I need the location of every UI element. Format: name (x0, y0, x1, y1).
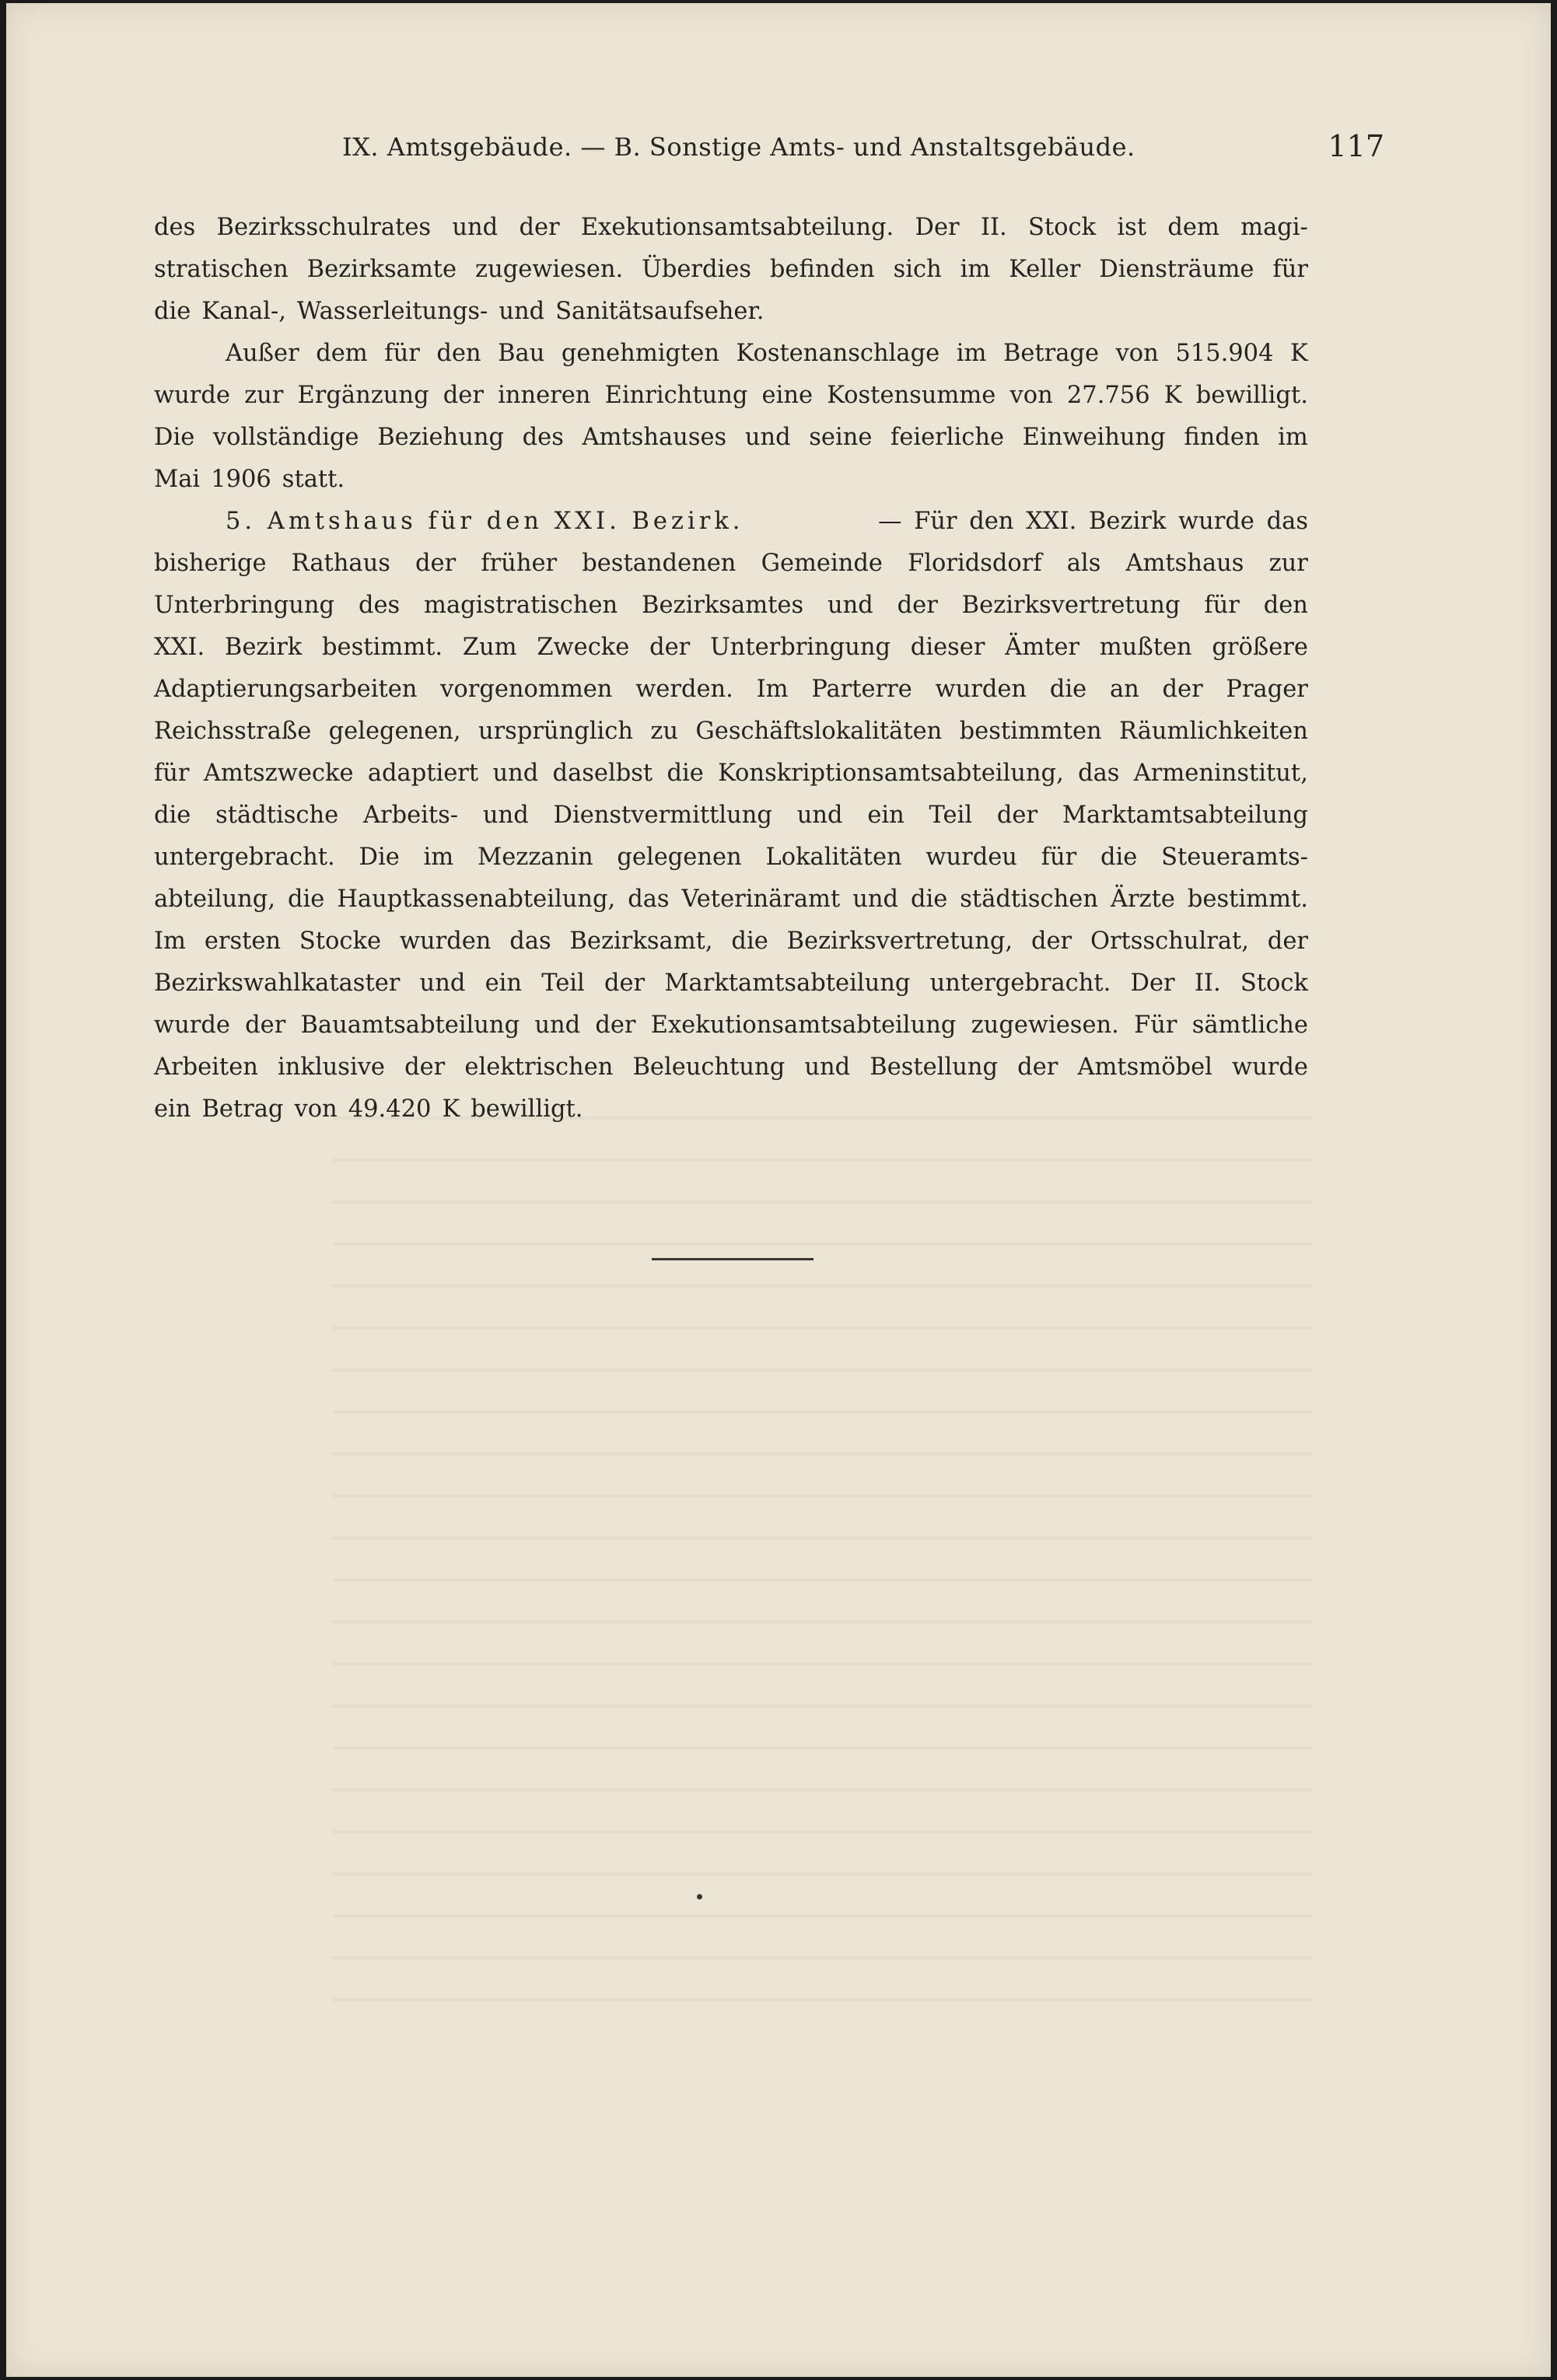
text-line (154, 417, 1308, 459)
word: sich (893, 256, 942, 283)
word: eine (761, 382, 813, 409)
word: Marktamtsabteilung (1062, 802, 1308, 829)
word: zur (244, 382, 284, 409)
show-through-texture (333, 1099, 1313, 2001)
word: daselbst (552, 760, 653, 787)
word: dem (316, 340, 368, 367)
word: Räumlichkeiten (1119, 718, 1308, 745)
word: der (604, 970, 646, 997)
word: von (1009, 382, 1053, 409)
word: im (960, 256, 991, 283)
word: Wasserleitungs- (296, 298, 488, 325)
text-line (154, 753, 1308, 795)
text-line (154, 459, 1308, 501)
word: ist (1117, 214, 1147, 241)
word: sämtliche (1191, 1012, 1308, 1039)
word: und (852, 886, 898, 913)
word: Dienstvermittlung (553, 802, 772, 829)
word: Stock (1240, 970, 1308, 997)
word: und (744, 424, 791, 451)
word: Amtshaus (1125, 550, 1244, 577)
word: untergebracht. (154, 844, 335, 871)
word: Adaptierungsarbeiten (154, 676, 418, 703)
word: im (1278, 424, 1308, 451)
word: K (442, 1096, 460, 1123)
word: Betrage (1002, 340, 1100, 367)
word: der (404, 1054, 446, 1081)
word: II. (1194, 970, 1221, 997)
word: und (492, 760, 539, 787)
text-line (154, 837, 1308, 879)
word: Außer (226, 340, 299, 367)
word: Steueramts- (1161, 844, 1308, 871)
word: ersten (204, 928, 282, 955)
word: Prager (1226, 676, 1308, 703)
word: wurde (154, 1012, 230, 1039)
word: Bezirksschulrates (216, 214, 432, 241)
word: früher (481, 550, 558, 577)
text-line (154, 543, 1308, 585)
word: der (996, 802, 1038, 829)
word: der (595, 1012, 636, 1039)
paragraph-3 (154, 501, 1308, 1131)
word: Bestellung (869, 1054, 999, 1081)
word: adaptiert (367, 760, 479, 787)
word: des (522, 424, 564, 451)
word: Bezirksvertretung (961, 592, 1181, 619)
word: Kanal-, (201, 298, 286, 325)
section-divider-rule (652, 1258, 813, 1260)
word: Stocke (299, 928, 382, 955)
word: bestimmt. (322, 634, 443, 661)
word: und (534, 1012, 581, 1039)
word: Bezirkswahlkataster (154, 970, 401, 997)
word: für (1041, 844, 1077, 871)
word: Mezzanin (477, 844, 593, 871)
word: die (154, 298, 191, 325)
word: Für (1134, 1012, 1177, 1039)
word: der (897, 592, 938, 619)
paragraph-2 (154, 333, 1308, 501)
text-line (154, 249, 1308, 291)
word: größere (1212, 634, 1308, 661)
word: wurden (935, 676, 1027, 703)
word: Kostenanschlage (736, 340, 940, 367)
word: vorgenommen (440, 676, 613, 703)
word: Unterbringung (709, 634, 891, 661)
word: Ortsschulrat, (1090, 928, 1249, 955)
page-number: 117 (1328, 129, 1384, 163)
word: 1906 (211, 466, 271, 493)
word: Kostensumme (827, 382, 996, 409)
word: wurde (1232, 1054, 1308, 1081)
word: Marktamtsabteilung (664, 970, 911, 997)
word: die (667, 760, 704, 787)
word: für (1272, 256, 1308, 283)
word: gelegenen, (328, 718, 461, 745)
word: Die (154, 424, 195, 451)
text-line (154, 711, 1308, 753)
word: stratischen (154, 256, 289, 283)
word: der (443, 382, 484, 409)
word: städtische (215, 802, 339, 829)
word: Betrag (201, 1096, 284, 1123)
word: Einrichtung (604, 382, 748, 409)
word: ein (867, 802, 904, 829)
word: seine (809, 424, 873, 451)
word: Exekutionsamtsabteilung (650, 1012, 957, 1039)
word: Bezirksamt, (569, 928, 713, 955)
word: 27.756 (1066, 382, 1150, 409)
word: dem (1167, 214, 1219, 241)
word: von (294, 1096, 338, 1123)
word: Hauptkassenabteilung, (337, 886, 616, 913)
word: von (1115, 340, 1159, 367)
word: Keller (1009, 256, 1081, 283)
word: Gemeinde (761, 550, 883, 577)
word: befinden (769, 256, 875, 283)
text-line (154, 921, 1308, 963)
word: inklusive (278, 1054, 385, 1081)
word: Bauamtsabteilung (300, 1012, 520, 1039)
text-line (154, 1047, 1308, 1089)
running-head: IX. Amtsgebäude. — B. Sonstige Amts- und Anstaltsgebäude. (342, 132, 1135, 162)
word: genehmigten (561, 340, 719, 367)
word: die (1100, 844, 1138, 871)
word: Überdies (642, 256, 751, 283)
text-line (154, 585, 1308, 627)
word: feierliche (890, 424, 1005, 451)
word: gelegenen (617, 844, 742, 871)
word: wurde (154, 382, 230, 409)
word: magi- (1240, 214, 1308, 241)
word: bestandenen (582, 550, 737, 577)
word: vollständige (212, 424, 359, 451)
word: für (384, 340, 420, 367)
word: des (154, 214, 196, 241)
word: Konskriptionsamtsabteilung, (718, 760, 1064, 787)
word: Beleuchtung (632, 1054, 785, 1081)
word: Sanitätsaufseher. (555, 298, 765, 325)
word: wurden (399, 928, 492, 955)
word: des (358, 592, 401, 619)
scanned-page (6, 3, 1551, 2377)
word: städtischen (960, 886, 1098, 913)
text-line (154, 1005, 1308, 1047)
word: und (419, 970, 466, 997)
text-line (154, 375, 1308, 417)
word: Lokalitäten (765, 844, 902, 871)
word: das (509, 928, 551, 955)
word: der (649, 634, 691, 661)
word: als (1066, 550, 1101, 577)
word: die (154, 802, 191, 829)
word: der (1162, 676, 1203, 703)
paragraph-1 (154, 207, 1308, 333)
body-text (154, 207, 1308, 1131)
word: ein (485, 970, 523, 997)
word: der (415, 550, 457, 577)
word: zur (1268, 550, 1308, 577)
word: Amtshauses (582, 424, 727, 451)
word: Teil (929, 802, 973, 829)
word: II. (980, 214, 1007, 241)
word: Unterbringung (154, 592, 335, 619)
word: Mai (154, 466, 201, 493)
text-line (154, 669, 1308, 711)
page-header (154, 129, 1403, 179)
section-heading: 5. Amtshaus für den XXI. Bezirk. (226, 508, 744, 535)
word: Exekutionsamtsabteilung. (580, 214, 894, 241)
word: die (1049, 676, 1087, 703)
word: Parterre (811, 676, 912, 703)
word: für (1204, 592, 1240, 619)
print-speck (697, 1894, 702, 1899)
word: bisherige (154, 550, 267, 577)
word: K (1163, 382, 1182, 409)
word: und (482, 802, 529, 829)
word: bestimmt. (1187, 886, 1308, 913)
word: Ergänzung (297, 382, 429, 409)
word: im (956, 340, 987, 367)
word: Stock (1028, 214, 1097, 241)
word: Bezirk (224, 634, 303, 661)
word: die (731, 928, 768, 955)
text-line (154, 627, 1308, 669)
word: Arbeiten (154, 1054, 258, 1081)
word: 515.904 (1175, 340, 1274, 367)
word: bestimmten (959, 718, 1102, 745)
word: finden (1184, 424, 1260, 451)
word: wurdeu (925, 844, 1017, 871)
word: der (1267, 928, 1308, 955)
word: die (288, 886, 325, 913)
text-line (154, 879, 1308, 921)
word: Bezirksvertretung, (786, 928, 1013, 955)
word: Geschäftslokalitäten (695, 718, 943, 745)
word: dieser (910, 634, 985, 661)
word: Rathaus (291, 550, 390, 577)
word: elektrischen (464, 1054, 614, 1081)
word: bewilligt. (1195, 382, 1308, 409)
word: zu (650, 718, 679, 745)
text-line (154, 963, 1308, 1005)
word: Diensträume (1099, 256, 1254, 283)
word: inneren (498, 382, 591, 409)
word: Der (915, 214, 960, 241)
word: Die (359, 844, 400, 871)
word: Arbeits- (362, 802, 459, 829)
word: werden. (635, 676, 733, 703)
word: und (804, 1054, 851, 1081)
word: den (1263, 592, 1308, 619)
word: der (1030, 928, 1072, 955)
word: statt. (282, 466, 345, 493)
word: zugewiesen. (971, 1012, 1119, 1039)
text-line (154, 1089, 1308, 1131)
word: mußten (1099, 634, 1192, 661)
word: ein (154, 1096, 191, 1123)
word: Beziehung (377, 424, 505, 451)
word: 49.420 (348, 1096, 432, 1123)
word: Armeninstitut, (1133, 760, 1308, 787)
word: abteilung, (154, 886, 276, 913)
word: Im (756, 676, 789, 703)
text-line (154, 333, 1308, 375)
word: der (519, 214, 560, 241)
word: den (436, 340, 481, 367)
word: Bezirksamte (306, 256, 457, 283)
word: untergebracht. (929, 970, 1111, 997)
word: Zum (462, 634, 517, 661)
word: Teil (541, 970, 585, 997)
word: ursprünglich (478, 718, 633, 745)
word: bewilligt. (471, 1096, 583, 1123)
word: und (499, 298, 545, 325)
text-line (154, 207, 1308, 249)
word: Einweihung (1022, 424, 1166, 451)
word: Amtsmöbel (1077, 1054, 1212, 1081)
word: K (1290, 340, 1308, 367)
word: Bezirksamtes (642, 592, 804, 619)
word: für (154, 760, 190, 787)
word: und (452, 214, 499, 241)
word: Der (1130, 970, 1175, 997)
word: Im (154, 928, 186, 955)
word: das (1078, 760, 1120, 787)
word: XXI. (154, 634, 205, 661)
word: Reichsstraße (154, 718, 312, 745)
word: und (796, 802, 843, 829)
text-line-with-heading (154, 501, 1308, 543)
word: der (1017, 1054, 1058, 1081)
word: Veterinäramt (681, 886, 841, 913)
word: im (423, 844, 454, 871)
word: zugewiesen. (475, 256, 624, 283)
word: magistratischen (424, 592, 618, 619)
word: Amtszwecke (203, 760, 354, 787)
word: Ämter (1005, 634, 1080, 661)
word: Zwecke (537, 634, 630, 661)
word: und (827, 592, 873, 619)
word: Ärzte (1110, 886, 1175, 913)
word: Floridsdorf (908, 550, 1042, 577)
text-line (154, 795, 1308, 837)
word: der (245, 1012, 286, 1039)
heading-continuation: — Für den XXI. Bezirk wurde das (877, 508, 1308, 535)
text-line (154, 291, 1308, 333)
word: an (1109, 676, 1139, 703)
word: die (910, 886, 948, 913)
word: das (628, 886, 670, 913)
word: Bau (498, 340, 545, 367)
